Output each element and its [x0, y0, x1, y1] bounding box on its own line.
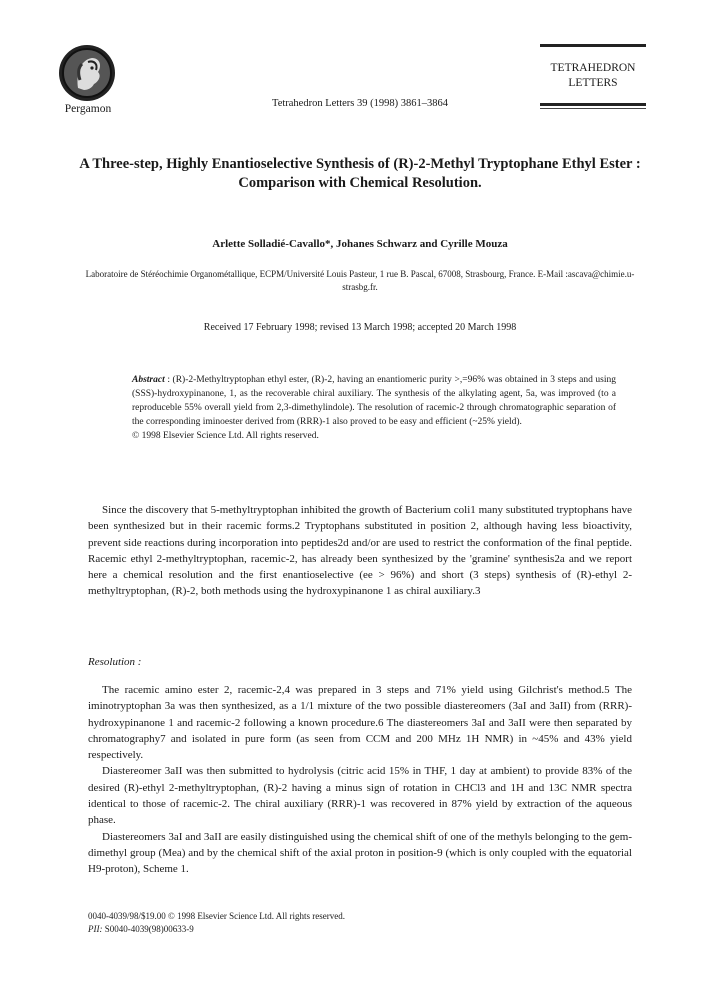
rule — [540, 108, 646, 109]
introduction-section — [88, 502, 632, 600]
pii-value: S0040-4039(98)00633-9 — [104, 924, 194, 934]
affiliation: Laboratoire de Stéréochimie Organométallique, ECPM/Université Louis Pasteur, 1 rue B. Pascal, 67008, Strasbourg, France. E-Mail :ascava@chimie.u-strasbg.fr. — [85, 269, 635, 292]
rule — [540, 103, 646, 106]
footer-pii — [88, 923, 345, 936]
publisher-logo-icon — [58, 44, 116, 102]
abstract — [132, 373, 616, 443]
resolution-paragraph-2: Diastereomer 3aII was then submitted to hydrolysis (citric acid 15% in THF, 1 day at ambient) to provide 83% of the desired (R)-ethyl 2-methyltryptophan, (R)-2 having a minus sign of rotation in CHCl3 and 1H and 13C NMR spectra identical to those of racemic-2. The chiral auxiliary (RRR)-1 was recovered in 87% yield by extraction of the aqueous phase. — [88, 765, 632, 827]
resolution-section — [88, 682, 632, 878]
page-footer — [88, 910, 345, 936]
authors: Arlette Solladié-Cavallo*, Johanes Schwarz and Cyrille Mouza — [212, 238, 508, 250]
rule — [540, 44, 646, 47]
journal-citation: Tetrahedron Letters 39 (1998) 3861–3864 — [272, 98, 448, 109]
pii-label: PII: — [88, 924, 103, 934]
abstract-text: (R)-2-Methyltryptophan ethyl ester, (R)-2, having an enantiomeric purity >,=96% was obtained in 3 steps and using (SSS)-hydroxypinanone, 1, as the recoverable chiral auxiliary. The synthesis of the alkylating agent, 5a, was improved (to a reproduceble 55% overall yield from 2,3-dimethylindole). The resolution of racemic-2 through chromatographic separation of the corresponding iminoester derived from (RRR)-1 also proved to be easy and efficient (~25% yield). — [132, 375, 616, 427]
resolution-paragraph-3: Diastereomers 3aI and 3aII are easily distinguished using the chemical shift of one of the methyls belonging to the gem-dimethyl group (Mea) and by the chemical shift of the axial proton in position-9 (which is only coupled with the equatorial H9-proton), Scheme 1. — [88, 830, 632, 876]
journal-masthead — [540, 44, 646, 109]
received-dates: Received 17 February 1998; revised 13 March 1998; accepted 20 March 1998 — [203, 322, 517, 333]
journal-name-line2: LETTERS — [568, 77, 618, 89]
intro-paragraph: Since the discovery that 5-methyltryptophan inhibited the growth of Bacterium coli1 many substituted tryptophans have been synthesized but in their racemic forms.2 Tryptophans substituted in position 2, although having less bioactivity, prevent side reactions during incorporation into peptides2d and/or are used to restrict the conformation of the final peptide. Racemic ethyl 2-methyltryptophan, racemic-2, has already been synthesized by the 'gramine' synthesis2a and we report here a chemical resolution and the first enantioselective (ee > 96%) and short (3 steps) synthesis of (R)-ethyl 2-methyltryptophan, (R)-2, both methods using the hydroxypinanone 1 as chiral auxiliary.3 — [88, 504, 632, 598]
footer-copyright: 0040-4039/98/$19.00 © 1998 Elsevier Science Ltd. All rights reserved. — [88, 911, 346, 921]
abstract-label: Abstract — [132, 375, 165, 385]
section-heading-resolution: Resolution : — [88, 656, 142, 668]
publisher-name: Pergamon — [64, 103, 112, 115]
resolution-paragraph-1: The racemic amino ester 2, racemic-2,4 was prepared in 3 steps and 71% yield using Gilchrist's method.5 The iminotryptophan 3a was then synthesized, as a 1/1 mixture of the two possible diastereomers (3aI and 3aII) from (RRR)-hydroxypinanone 1 and racemic-2 following a known procedure.6 The diastereomers 3aI and 3aII were then separated by chromatography7 and isolated in pure form (as seen from CCM and 200 MHz 1H NMR) in ~45% and 43% yield respectively. — [88, 684, 632, 762]
abstract-body: Abstract : (R)-2-Methyltryptophan ethyl ester, (R)-2, having an enantiomeric purity >,=96% was obtained in 3 steps and using (SSS)-hydroxypinanone, 1, as the recoverable chiral auxiliary. The synthesis of the alkylating agent, 5a, was improved (to a reproduceble 55% overall yield from 2,3-dimethylindole). The resolution of racemic-2 through chromatographic separation of the corresponding iminoester derived from (RRR)-1 also proved to be easy and efficient (~25% yield). — [132, 375, 616, 427]
journal-name-line1: TETRAHEDRON — [550, 62, 636, 74]
article-title: A Three-step, Highly Enantioselective Synthesis of (R)-2-Methyl Tryptophane Ethyl Ester : Comparison with Chemical Resolution. — [79, 156, 641, 191]
abstract-copyright: © 1998 Elsevier Science Ltd. All rights reserved. — [132, 431, 319, 441]
